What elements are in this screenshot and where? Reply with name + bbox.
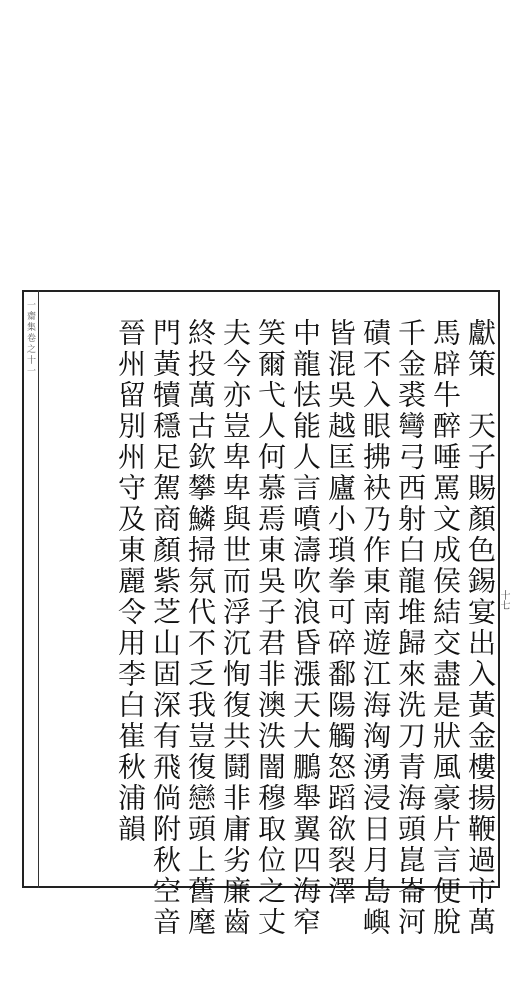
text-column-2: 馬辟牛醉唾罵文成侯結交盡是狀風豪片言便脫 xyxy=(429,318,462,938)
folio-number: 十七 xyxy=(498,590,509,610)
text-column-5: 皆混吳越匡廬小瑣拳可碎鄱陽觸怒蹈欲裂澤 xyxy=(324,318,357,907)
text-column-1: 獻策 天子賜顏色錫宴出入黃金樓揚鞭過市萬 xyxy=(464,318,497,938)
text-column-6: 中龍怯能人言噴濤吹浪昏漲天大鵬舉翼四海窄 xyxy=(289,318,322,938)
text-column-7: 笑爾弋人何慕焉東吳子君非澳泆闇穆取位之丈 xyxy=(254,318,287,938)
margin-rule xyxy=(38,290,39,888)
text-column-8: 夫今亦豈卑卑與世而浮沉恂復共鬪非庸劣廉齒 xyxy=(219,318,252,938)
text-column-4: 磧不入眼拂袂乃作東南遊江海洶湧浸日月島嶼 xyxy=(359,318,392,938)
text-block xyxy=(44,318,497,938)
text-column-9: 終投萬古欽攀鱗掃氛代不乏我豈復戀頭上舊麾 xyxy=(184,318,217,938)
left-margin-label: 一齋集卷之十一 xyxy=(25,300,35,377)
text-column-11: 晉州留別州守及東麗令用李白崔秋浦韻 xyxy=(114,318,147,845)
text-column-3: 千金裘彎弓西射白龍堆歸來洗刀青海頭崑崙河 xyxy=(394,318,427,938)
text-column-10: 門黃犢穩足駕商顏紫芝山固深有飛倘附秋空音 xyxy=(149,318,182,938)
